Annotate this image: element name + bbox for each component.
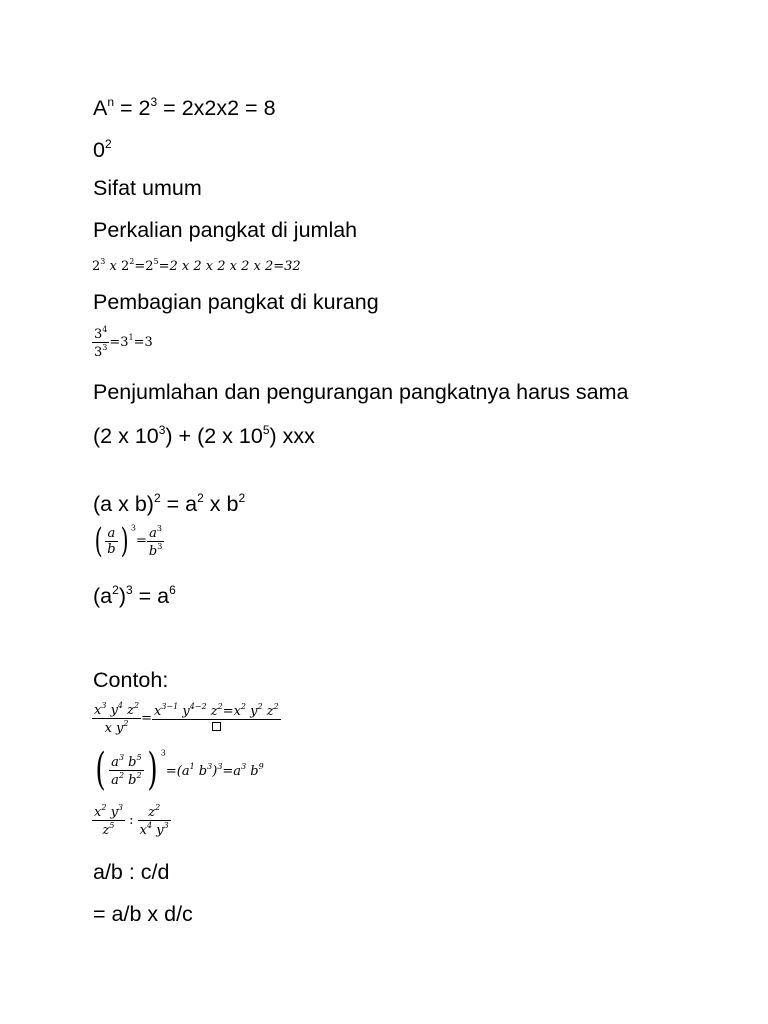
exponent: 3 (102, 343, 108, 352)
fraction: $\frac{z^2}{x^4 y^3}$ (139, 803, 169, 838)
operator: x (105, 259, 121, 274)
exponent: 3 (130, 523, 136, 533)
denominator: 3 (94, 345, 103, 360)
operator: = (135, 533, 147, 549)
exponent: 3 (156, 523, 162, 533)
text: = 2x2x2 = 8 (157, 96, 276, 120)
text: ) + (2 x 10 (165, 424, 263, 448)
exponent: 4 (102, 325, 108, 334)
fraction (147, 525, 164, 558)
term: 2 (92, 259, 101, 274)
numerator: 3 (94, 327, 103, 342)
power-of-power-line (93, 584, 176, 608)
denominator: b (148, 543, 158, 559)
denominator: b (107, 541, 116, 557)
fraction: $\frac{x^3 y^4 z^2}{x y^2}$ (94, 701, 140, 736)
contoh-heading: Contoh: (93, 668, 169, 692)
division-example-equation (92, 326, 153, 359)
multiplication-rule-line: = a/b x d/c (93, 902, 193, 926)
term: 2 (120, 259, 130, 274)
term: =3 (109, 335, 129, 350)
pembagian-rule: Pembagian pangkat di kurang (93, 290, 379, 314)
text: 0 (93, 138, 105, 162)
text: ) (118, 584, 126, 608)
exponent: 2 (112, 583, 119, 597)
sum-expression-line (93, 424, 315, 448)
left-paren: ( (95, 744, 106, 795)
numerator: a (149, 525, 157, 541)
text: A (93, 96, 108, 120)
operator: : (125, 813, 138, 828)
exponent: 3 (157, 541, 163, 551)
exponent: 1 (128, 333, 134, 342)
placeholder-box (212, 722, 221, 731)
right-paren: ) (120, 521, 129, 561)
quotient-power-equation (92, 521, 164, 561)
left-paren: ( (94, 521, 103, 561)
exponent: 3 (158, 423, 166, 437)
multiplication-example-equation (92, 258, 301, 273)
sifat-umum-heading: Sifat umum (93, 176, 202, 200)
exponent: 5 (262, 423, 270, 437)
fraction: $x^{3-1}$ $y^{4-2}$ $z^2=x^2$ $y^2$ $z^2$ (152, 703, 281, 734)
exponent: 2 (129, 257, 135, 266)
term: =3 (133, 335, 153, 350)
division-rule-line: a/b : c/d (93, 860, 170, 884)
text: = a (160, 492, 198, 516)
exponent: 2 (197, 491, 204, 505)
right-paren: ) (147, 744, 158, 795)
penjumlahan-rule: Penjumlahan dan pengurangan pangkatnya harus sama (93, 380, 629, 404)
exponent: 3 (100, 257, 106, 266)
fraction (105, 527, 117, 556)
fraction (92, 326, 109, 359)
operator: = (134, 259, 146, 274)
term: =2 x 2 x 2 x 2 x 2=32 (158, 259, 301, 274)
exponent: 3 (160, 748, 166, 758)
text: = 2 (114, 96, 151, 120)
text: (a (93, 584, 113, 608)
operator: = (141, 711, 152, 726)
text: ) xxx (269, 424, 315, 448)
fraction: $\frac{a^3 b^5}{a^2 b^2}$ (111, 752, 142, 788)
exponent: 2 (238, 491, 246, 505)
exponent: 2 (153, 491, 161, 505)
product-power-line (93, 492, 245, 516)
exponent: 3 (125, 583, 133, 597)
text: (2 x 10 (93, 424, 159, 448)
example-equation-1 (92, 702, 281, 735)
fraction: $\frac{x^2 y^3}{z^5}$ (94, 803, 124, 838)
result: $=(a^1$ $b^3)^3=a^3$ $b^9$ (165, 761, 264, 779)
perkalian-rule: Perkalian pangkat di jumlah (93, 218, 358, 242)
exponent: 3 (150, 95, 158, 109)
exponent: n (107, 95, 115, 109)
numerator: a (105, 527, 117, 542)
power-definition-line (93, 96, 276, 120)
term: 2 (145, 259, 154, 274)
exponent: 5 (153, 257, 159, 266)
text: = a (132, 584, 170, 608)
example-equation-3 (92, 804, 171, 837)
exponent: 2 (104, 137, 112, 151)
text: (a x b) (93, 492, 154, 516)
text: x b (203, 492, 239, 516)
exponent: 6 (169, 583, 176, 597)
example-equation-2 (92, 744, 264, 795)
zero-power-line (93, 138, 112, 162)
